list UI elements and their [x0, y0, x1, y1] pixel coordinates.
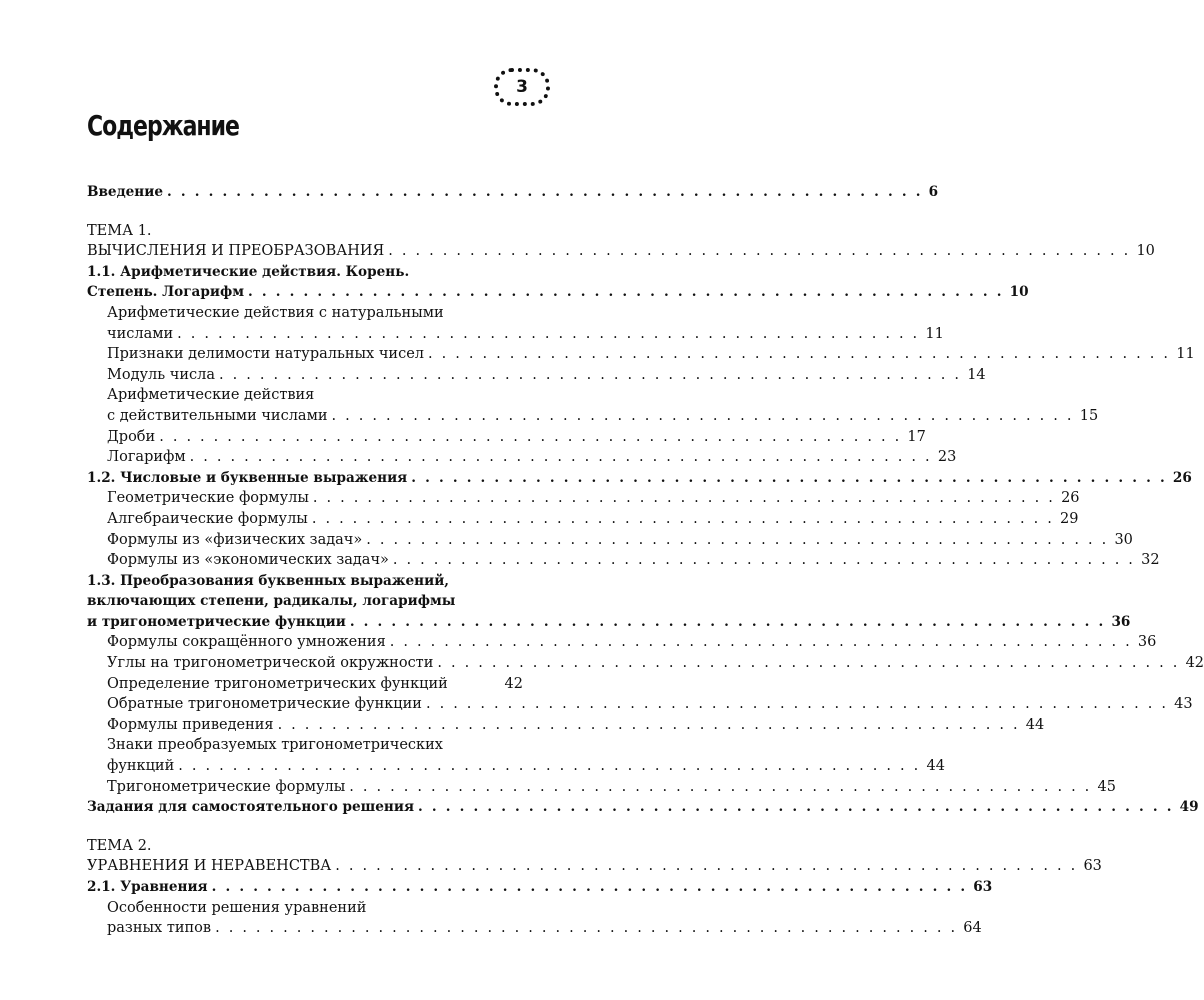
toc-entry[interactable]: [87, 715, 1045, 736]
toc-leader-dots: . . . . . . . . . . . . . . . . . . . . . . . . . . . . . . . . . . . . . . . . . . . . . . . . . . . . . . .: [349, 613, 1106, 630]
toc-entry-page: 63: [1083, 858, 1102, 875]
toc-entry[interactable]: [87, 468, 1192, 489]
toc-leader-dots: . . . . . . . . . . . . . . . . . . . . . . . . . . . . . . . . . . . . . . . . . . . . . . . . . . . . . . .: [411, 469, 1167, 486]
toc-entry-page: 26: [1061, 490, 1080, 507]
toc-entry-page: 42: [1185, 655, 1204, 672]
toc-entry-title: Определение тригонометрических функций: [107, 675, 448, 692]
toc-entry-title: ВЫЧИСЛЕНИЯ И ПРЕОБРАЗОВАНИЯ: [87, 243, 385, 260]
toc-entry[interactable]: [87, 241, 1155, 262]
toc-entry-page: 43: [1174, 696, 1193, 713]
toc-entry-page: 36: [1111, 613, 1131, 630]
toc-entry-page: 63: [973, 879, 993, 895]
toc-leader-dots: . . . . . . . . . . . . . . . . . . . . . . . . . . . . . . . . . . . . . . . . . . . . . . . . . . . . . . .: [166, 184, 923, 200]
toc-entry-title: 1.3. Преобразования буквенных выражений,: [87, 572, 450, 589]
toc-entry-title: Формулы из «физических задач»: [107, 531, 363, 548]
toc-leader-dots: . . . . . . . . . . . . . . . . . . . . . . . . . . . . . . . . . . . . . . . . . . . . . . . . . . . . . . .: [388, 243, 1131, 260]
toc-entry[interactable]: [87, 550, 1160, 571]
toc-entry-title: Дроби: [107, 428, 156, 445]
toc-entry-page: 64: [963, 920, 982, 937]
toc-entry-title: Введение: [87, 184, 163, 200]
toc-entry-title: Геометрические формулы: [107, 490, 309, 507]
toc-entry[interactable]: [87, 303, 523, 324]
toc-entry[interactable]: [87, 653, 1204, 674]
toc-entry-title: включающих степени, радикалы, логарифмы: [87, 593, 456, 610]
toc-entry-page: 26: [1172, 469, 1192, 486]
toc-leader-dots: . . . . . . . . . . . . . . . . . . . . . . . . . . . . . . . . . . . . . . . . . . . . . . . . . . . . . . .: [425, 696, 1169, 713]
toc-entry[interactable]: [87, 221, 523, 242]
toc-entry-title: Особенности решения уравнений: [107, 899, 367, 916]
toc-entry-page: 10: [1136, 243, 1155, 260]
toc-leader-dots: . . . . . . . . . . . . . . . . . . . . . . . . . . . . . . . . . . . . . . . . . . . . . . . . . . . . . . .: [335, 858, 1078, 875]
toc-entry-page: 44: [1025, 716, 1045, 733]
toc-entry-page: 17: [907, 428, 926, 445]
toc-entry[interactable]: [87, 918, 982, 939]
toc-leader-dots: . . . . . . . . . . . . . . . . . . . . . . . . . . . . . . . . . . . . . . . . . . . . . . . . . . . . . . .: [389, 634, 1132, 651]
toc-entry-title: Арифметические действия с натуральными: [107, 304, 444, 321]
toc-entry-page: 14: [967, 366, 986, 383]
toc-entry-page: 45: [1097, 778, 1116, 795]
toc-entry[interactable]: [87, 591, 523, 612]
toc-entry[interactable]: [87, 262, 523, 283]
toc-leader-dots: . . . . . . . . . . . . . . . . . . . . . . . . . . . . . . . . . . . . . . . . . . . . . . . . . . . . . . .: [211, 879, 968, 895]
toc-entry[interactable]: [87, 571, 523, 592]
toc-leader-dots: . . . . . . . . . . . . . . . . . . . . . . . . . . . . . . . . . . . . . . . . . . . . . . . . . . . . . . .: [392, 552, 1136, 569]
toc-leader-dots: . . . . . . . . . . . . . . . . . . . . . . . . . . . . . . . . . . . . . . . . . . . . . . . . . . . . . . .: [178, 758, 921, 775]
page-number: 3: [516, 77, 528, 97]
toc-entry-title: Тригонометрические формулы: [107, 778, 346, 795]
toc-entry[interactable]: [87, 182, 939, 203]
toc-entry-title: Алгебраические формулы: [107, 510, 308, 527]
toc-entry-title: с действительными числами: [107, 407, 328, 424]
toc-entry[interactable]: [87, 756, 945, 777]
toc-leader-dots: . . . . . . . . . . . . . . . . . . . . . . . . . . . . . . . . . . . . . . . . . . . . . . . . . . . . . . .: [159, 428, 902, 445]
toc-entry[interactable]: [87, 836, 523, 857]
toc-entry[interactable]: [87, 406, 1099, 427]
toc-leader-dots: . . . . . . . . . . . . . . . . . . . . . . . . . . . . . . . . . . . . . . . . . . . . . . . . . . . . . . .: [277, 716, 1020, 733]
toc-leader-dots: . . . . . . . . . . . . . . . . . . . . . . . . . . . . . . . . . . . . . . . . . . . . . . . . . . . . . . .: [437, 655, 1180, 672]
toc-entry[interactable]: [87, 344, 1195, 365]
toc-entry[interactable]: [87, 898, 523, 919]
toc-leader-dots: . . . . . . . . . . . . . . . . . . . . . . . . . . . . . . . . . . . . . . . . . . . . . . . . . . . . . . .: [248, 284, 1004, 301]
toc-entry-title: 1.1. Арифметические действия. Корень.: [87, 263, 410, 280]
toc-entry[interactable]: [87, 856, 1102, 877]
toc-entry-title: Логарифм: [107, 449, 186, 466]
toc-entry-title: 2.1. Уравнения: [87, 879, 208, 895]
toc-entry[interactable]: [87, 365, 986, 386]
toc-leader-dots: . . . . . . . . . . . . . . . . . . . . . . . . . . . . . . . . . . . . . . . . . . . . . . . . . . . . . . .: [312, 490, 1056, 507]
toc-entry[interactable]: [87, 282, 1029, 303]
toc-entry-page: 30: [1114, 531, 1133, 548]
toc-entry-title: ТЕМА 2.: [87, 837, 152, 854]
toc-entry-title: Формулы приведения: [107, 716, 274, 733]
toc-entry[interactable]: [87, 488, 1080, 509]
toc-entry[interactable]: [87, 447, 957, 468]
toc-leader-dots: . . . . . . . . . . . . . . . . . . . . . . . . . . . . . . . . . . . . . . . . . . . . . . . . . . . . . . .: [177, 325, 920, 342]
toc-entry-title: Задания для самостоятельного решения: [87, 799, 414, 816]
toc-entry[interactable]: [87, 427, 926, 448]
toc-leader-dots: . . . . . . . . . . . . . . . . . . . . . . . . . . . . . . . . . . . . . . . . . . . . . . . . . . . . . . .: [366, 531, 1109, 548]
toc-entry-page: 10: [1009, 284, 1029, 301]
toc-entry-page: 36: [1137, 634, 1157, 651]
toc-leader-dots: . . . . . . . . . . . . . . . . . . . . . . . . . . . . . . . . . . . . . . . . . . . . . . . . . . . . . . .: [215, 920, 958, 937]
toc-entry-page: 11: [925, 325, 944, 342]
toc-entry-page: 29: [1060, 510, 1079, 527]
toc-entry[interactable]: [87, 877, 993, 898]
toc-gap: [87, 203, 523, 221]
toc-entry-title: числами: [107, 325, 174, 342]
toc-entry-page: 6: [928, 184, 939, 200]
toc-leader-dots: . . . . . . . . . . . . . . . . . . . . . . . . . . . . . . . . . . . . . . . . . . . . . . . . . . . . . . .: [349, 778, 1092, 795]
toc-entry-page: 23: [937, 449, 957, 466]
toc-gap: [87, 818, 523, 836]
toc-entry[interactable]: [87, 694, 1193, 715]
toc-entry[interactable]: [87, 777, 1116, 798]
toc-entry[interactable]: [87, 530, 1133, 551]
toc-entry-title: ТЕМА 1.: [87, 222, 152, 239]
toc-entry-page: 42: [504, 675, 523, 692]
toc-entry-title: Формулы из «экономических задач»: [107, 552, 389, 569]
toc-entry-title: Обратные тригонометрические функции: [107, 696, 422, 713]
toc-entry[interactable]: [87, 674, 523, 695]
toc-entry[interactable]: [87, 612, 1131, 633]
toc-leader-dots: . . . . . . . . . . . . . . . . . . . . . . . . . . . . . . . . . . . . . . . . . . . . . . . . . . . . . . .: [428, 346, 1171, 363]
toc-entry-title: Признаки делимости натуральных чисел: [107, 346, 425, 363]
toc-entry-page: 44: [926, 758, 945, 775]
toc-entry-title: Формулы сокращённого умножения: [107, 634, 386, 651]
toc-entry-title: разных типов: [107, 920, 212, 937]
toc-entry-page: 32: [1141, 552, 1160, 569]
toc-entry-page: 49: [1179, 799, 1199, 816]
toc-leader-dots: . . . . . . . . . . . . . . . . . . . . . . . . . . . . . . . . . . . . . . . . . . . . . . . . . . . . . . .: [189, 449, 932, 466]
toc-entry-title: Степень. Логарифм: [87, 284, 245, 301]
toc-entry[interactable]: [87, 324, 944, 345]
table-of-contents: [87, 182, 1204, 939]
toc-entry-title: и тригонометрические функции: [87, 613, 346, 630]
toc-leader-dots: . . . . . . . . . . . . . . . . . . . . . . . . . . . . . . . . . . . . . . . . . . . . . . . . . . . . . . .: [418, 799, 1174, 816]
toc-entry[interactable]: [87, 797, 1199, 818]
toc-entry-page: 15: [1079, 407, 1099, 424]
toc-entry[interactable]: [87, 632, 1157, 653]
toc-entry-title: Модуль числа: [107, 366, 215, 383]
toc-entry-page: 11: [1176, 346, 1195, 363]
toc-entry-title: 1.2. Числовые и буквенные выражения: [87, 469, 408, 486]
toc-entry-title: Углы на тригонометрической окружности: [107, 655, 434, 672]
toc-entry[interactable]: [87, 385, 523, 406]
toc-leader-dots: . . . . . . . . . . . . . . . . . . . . . . . . . . . . . . . . . . . . . . . . . . . . . . . . . . . . . . .: [331, 407, 1074, 424]
page-number-badge: [494, 68, 550, 106]
toc-entry[interactable]: [87, 735, 523, 756]
toc-entry[interactable]: [87, 509, 1079, 530]
toc-entry-title: Арифметические действия: [107, 387, 315, 404]
toc-leader-dots: . . . . . . . . . . . . . . . . . . . . . . . . . . . . . . . . . . . . . . . . . . . . . . . . . . . . . . .: [311, 510, 1055, 527]
toc-entry-title: функций: [107, 758, 175, 775]
page-title: Содержание: [87, 111, 239, 143]
toc-entry-title: УРАВНЕНИЯ И НЕРАВЕНСТВА: [87, 858, 332, 875]
toc-leader-dots: . . . . . . . . . . . . . . . . . . . . . . . . . . . . . . . . . . . . . . . . . . . . . . . . . . . . . . .: [218, 366, 962, 383]
toc-entry-title: Знаки преобразуемых тригонометрических: [107, 737, 443, 754]
